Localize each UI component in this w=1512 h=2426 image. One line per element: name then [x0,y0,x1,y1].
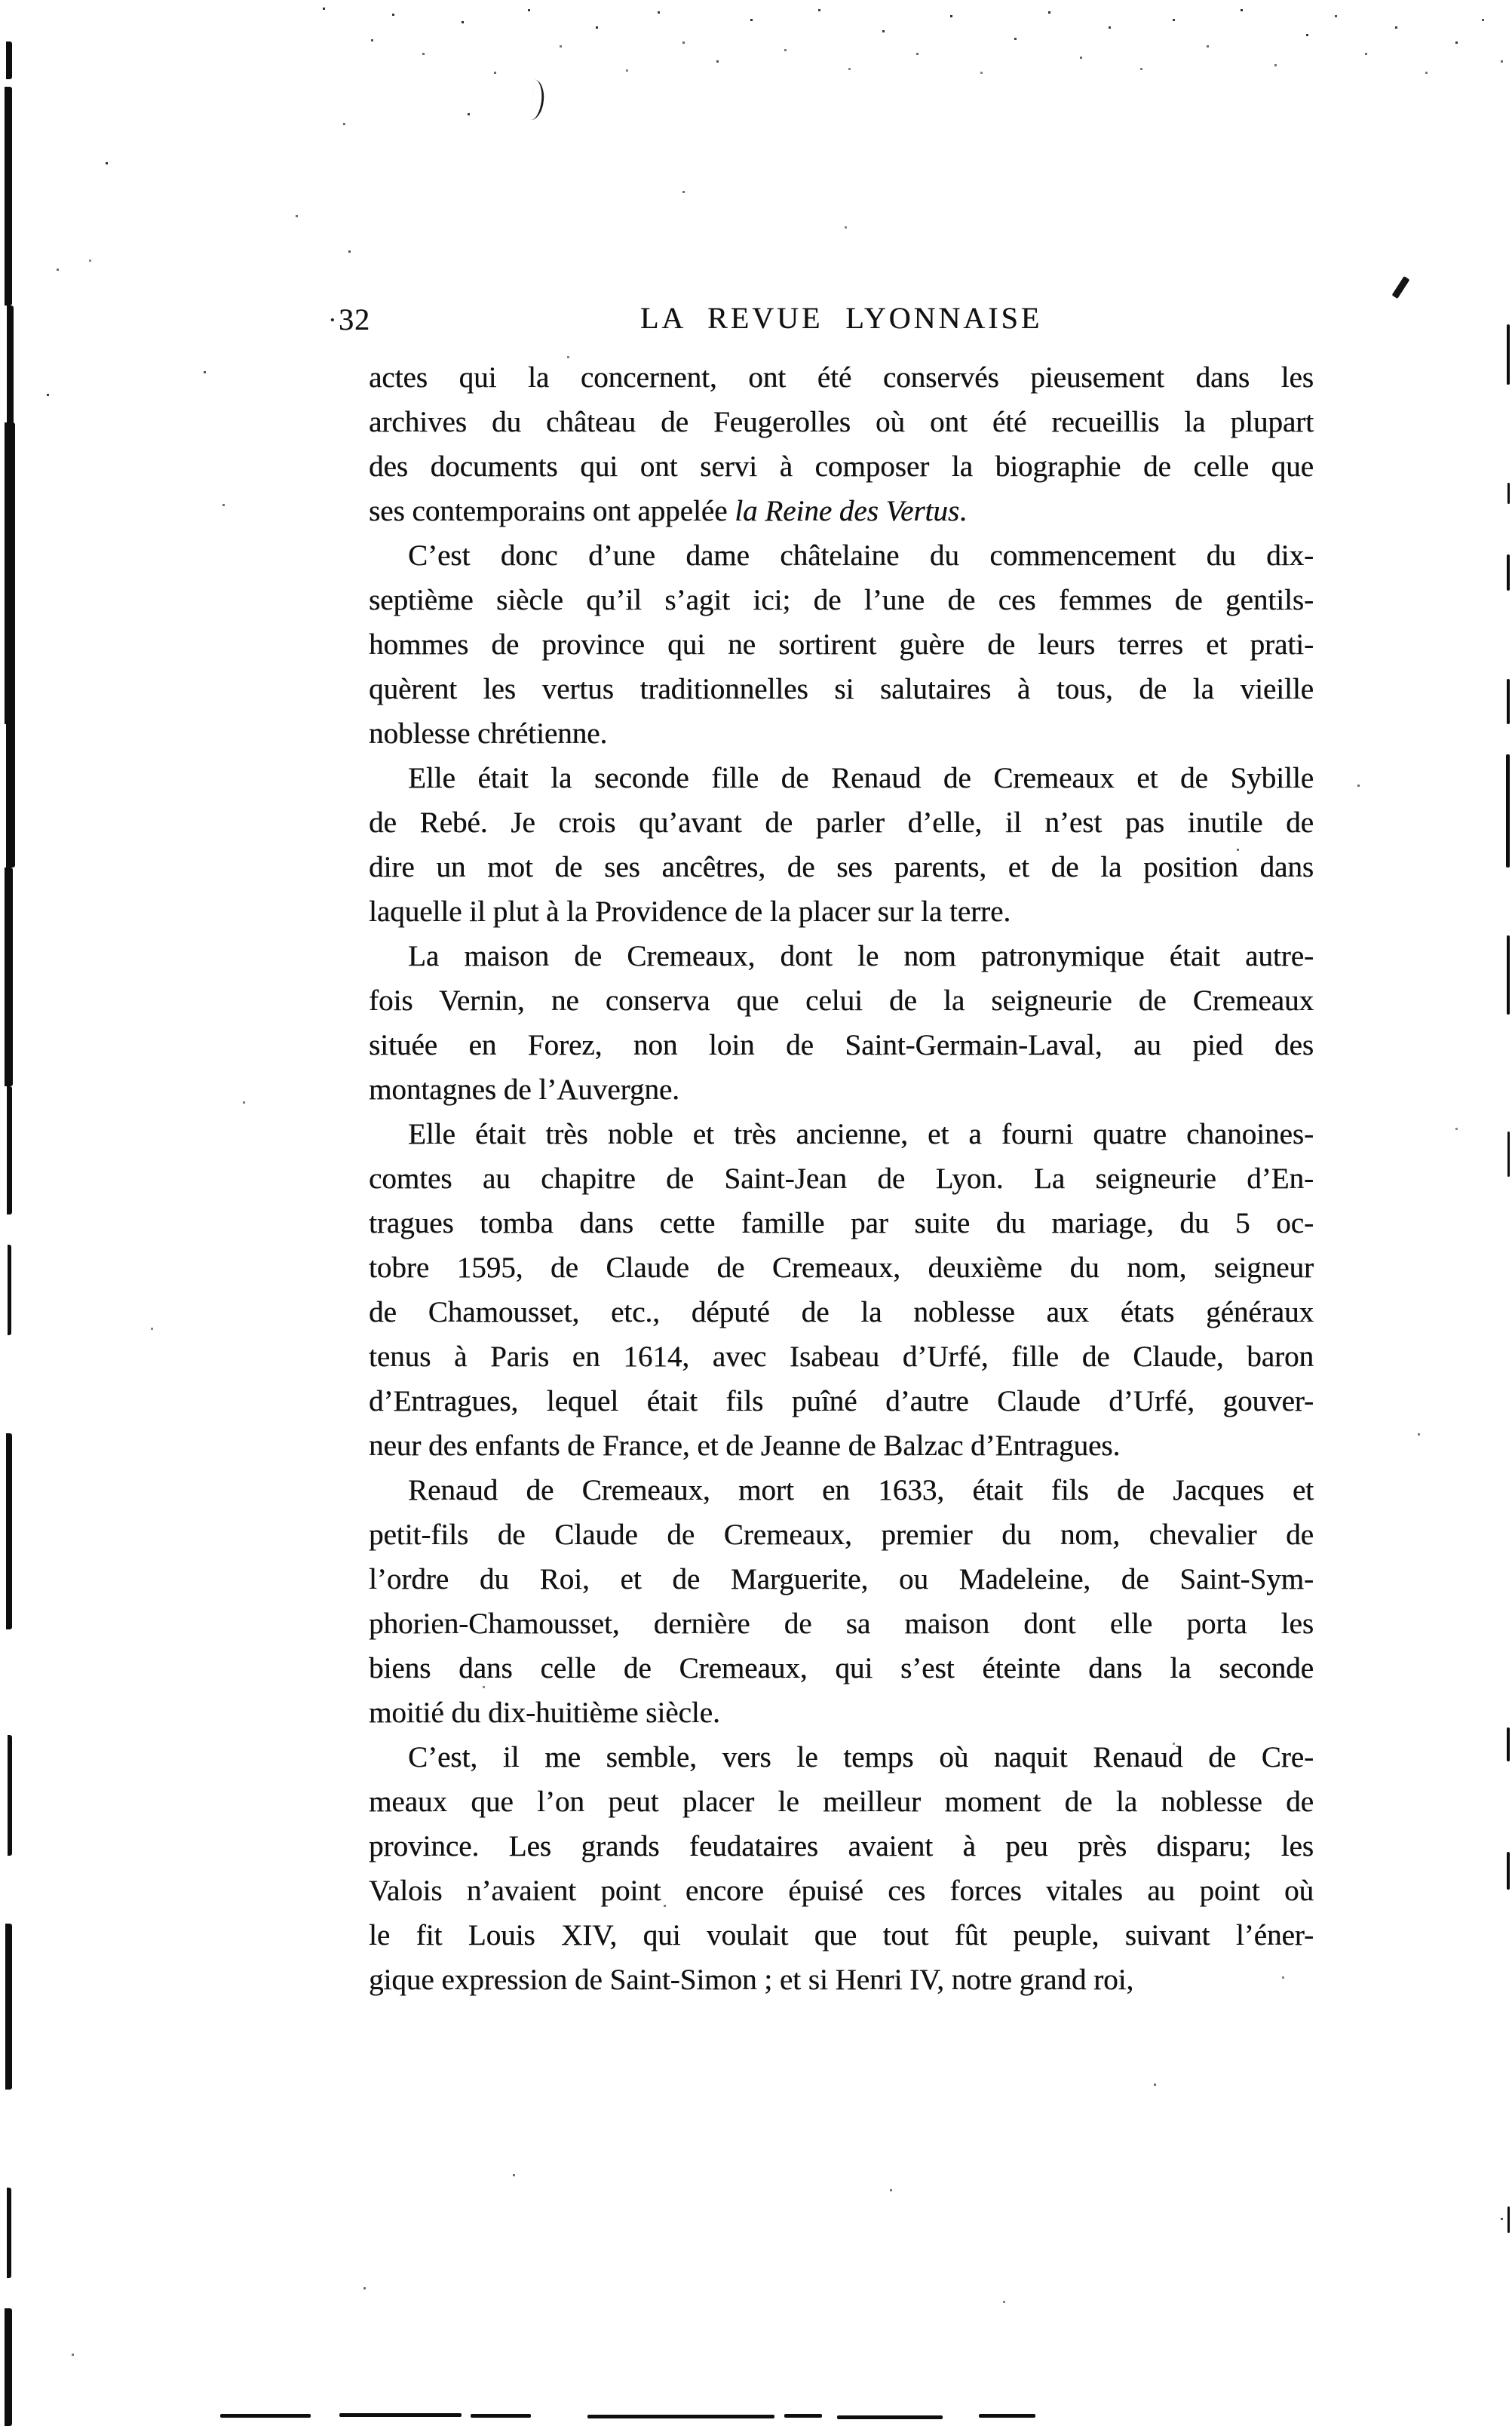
text-line: archives du château de Feugerolles où ont été recueillis la plupart [369,406,1314,438]
text-line: laquelle il plut à la Providence de la placer sur la terre. [369,895,1011,928]
text-line: biens dans celle de Cremeaux, qui s’est éteinte dans la seconde [369,1652,1314,1684]
scan-artifact-right-edge [1507,2206,1510,2233]
text-line: gique expression de Saint-Simon ; et si Henri IV, notre grand roi, [369,1964,1134,1996]
running-head [339,300,1314,339]
scan-artifact-bottom-rule [587,2415,774,2418]
scan-artifact-left-edge [7,2188,11,2278]
scan-artifact-bottom-rule [339,2413,462,2417]
text-line: des documents qui ont servi à composer la biographie de celle que [369,450,1314,483]
scan-artifact-left-edge [6,1433,12,1629]
scan-artifact-bottom-rule [784,2414,822,2418]
scan-artifact-left-edge [5,87,12,306]
text-line: ses contemporains ont appelée la Reine des Vertus. [369,495,967,527]
scan-artifact-left-edge [6,709,15,868]
scan-artifact-bottom-rule [220,2414,311,2418]
scan-artifact-paren-mark [530,79,546,121]
scan-artifact-ink-slash [1392,276,1410,299]
text-line: tenus à Paris en 1614, avec Isabeau d’Urfé, fille de Claude, baron [369,1340,1314,1373]
text-line: province. Les grands feudataires avaient à peu près disparu; les [369,1830,1314,1862]
scan-artifact-left-edge [7,306,14,441]
scan-artifact-bottom-rule [837,2415,943,2419]
scan-artifact-right-edge [1507,1727,1510,1761]
text-line: meaux que l’on peut placer le meilleur moment de la noblesse de [369,1786,1314,1818]
scan-noise-speckles-scattered [0,0,2,2]
text-line: dire un mot de ses ancêtres, de ses parents, et de la position dans [369,851,1314,883]
scan-artifact-left-edge [5,868,13,1086]
text-line: C’est, il me semble, vers le temps où naquit Renaud de Cre- [408,1741,1314,1773]
text-line: de Rebé. Je crois qu’avant de parler d’elle, il n’est pas inutile de [369,806,1314,839]
scan-artifact-bottom-rule [471,2414,531,2418]
scan-artifact-left-edge [6,41,12,79]
text-line: d’Entragues, lequel était fils puîné d’autre Claude d’Urfé, gouver- [369,1385,1314,1417]
scan-artifact-left-edge [8,1735,12,1856]
scan-artifact-right-edge [1507,483,1510,504]
text-line: Renaud de Cremeaux, mort en 1633, était fils de Jacques et [408,1474,1314,1506]
italic-phrase: la Reine des Vertus [735,495,960,527]
text-line: moitié du dix-huitième siècle. [369,1697,720,1729]
text-block [369,355,1314,2002]
scan-artifact-left-edge [5,2308,12,2426]
text-line: comtes au chapitre de Saint-Jean de Lyon. La seigneurie d’En- [369,1162,1314,1195]
text-line: située en Forez, non loin de Saint-Germain-Laval, au pied des [369,1029,1314,1061]
text-line: tobre 1595, de Claude de Cremeaux, deuxième du nom, seigneur [369,1251,1314,1284]
text-line: quèrent les vertus traditionnelles si salutaires à tous, de la vieille [369,673,1314,705]
scan-artifact-right-edge [1507,554,1510,591]
scan-artifact-right-edge [1506,754,1510,868]
text-line: petit-fils de Claude de Cremeaux, premier du nom, chevalier de [369,1519,1314,1551]
scan-artifact-left-edge [5,1924,12,2090]
scan-artifact-left-edge [8,1245,11,1335]
scan-artifact-bottom-rule [979,2414,1035,2418]
text-line: noblesse chrétienne. [369,717,608,750]
scan-artifact-right-edge [1507,1852,1510,1890]
page-number: · 32 [339,302,370,337]
text-line: actes qui la concernent, ont été conservés pieusement dans les [369,361,1314,394]
scan-artifact-right-edge [1507,679,1510,724]
text-line: phorien-Chamousset, dernière de sa maison dont elle porta les [369,1608,1314,1640]
text-line: montagnes de l’Auvergne. [369,1073,679,1106]
running-title: LA REVUE LYONNAISE [639,301,1043,335]
text-line: La maison de Cremeaux, dont le nom patronymique était autre- [408,940,1314,972]
scan-artifact-right-edge [1507,324,1510,385]
text-line: septième siècle qu’il s’agit ici; de l’une de ces femmes de gentils- [369,584,1314,616]
text-line: neur des enfants de France, et de Jeanne de Balzac d’Entragues. [369,1429,1121,1462]
text-line: hommes de province qui ne sortirent guère de leurs terres et prati- [369,628,1314,661]
text-line: fois Vernin, ne conserva que celui de la seigneurie de Cremeaux [369,984,1314,1017]
text-line: C’est donc d’une dame châtelaine du commencement du dix- [408,539,1314,572]
scan-artifact-right-edge [1507,935,1510,1015]
text-line: Elle était la seconde fille de Renaud de Cremeaux et de Sybille [408,762,1314,794]
text-line: l’ordre du Roi, et de Marguerite, ou Madeleine, de Saint-Sym- [369,1563,1314,1595]
scan-artifact-left-edge [7,1086,12,1215]
scan-artifact-right-edge [1507,1132,1510,1177]
text-line: Valois n’avaient point encore épuisé ces forces vitales au point où [369,1875,1314,1907]
text-line: tragues tomba dans cette famille par suite du mariage, du 5 oc- [369,1207,1314,1239]
text-line: de Chamousset, etc., député de la noblesse aux états généraux [369,1296,1314,1328]
scan-artifact-left-edge [5,422,15,724]
text-line: Elle était très noble et très ancienne, et a fourni quatre chanoines- [408,1118,1314,1150]
text-line: le fit Louis XIV, qui voulait que tout fût peuple, suivant l’éner- [369,1919,1314,1952]
